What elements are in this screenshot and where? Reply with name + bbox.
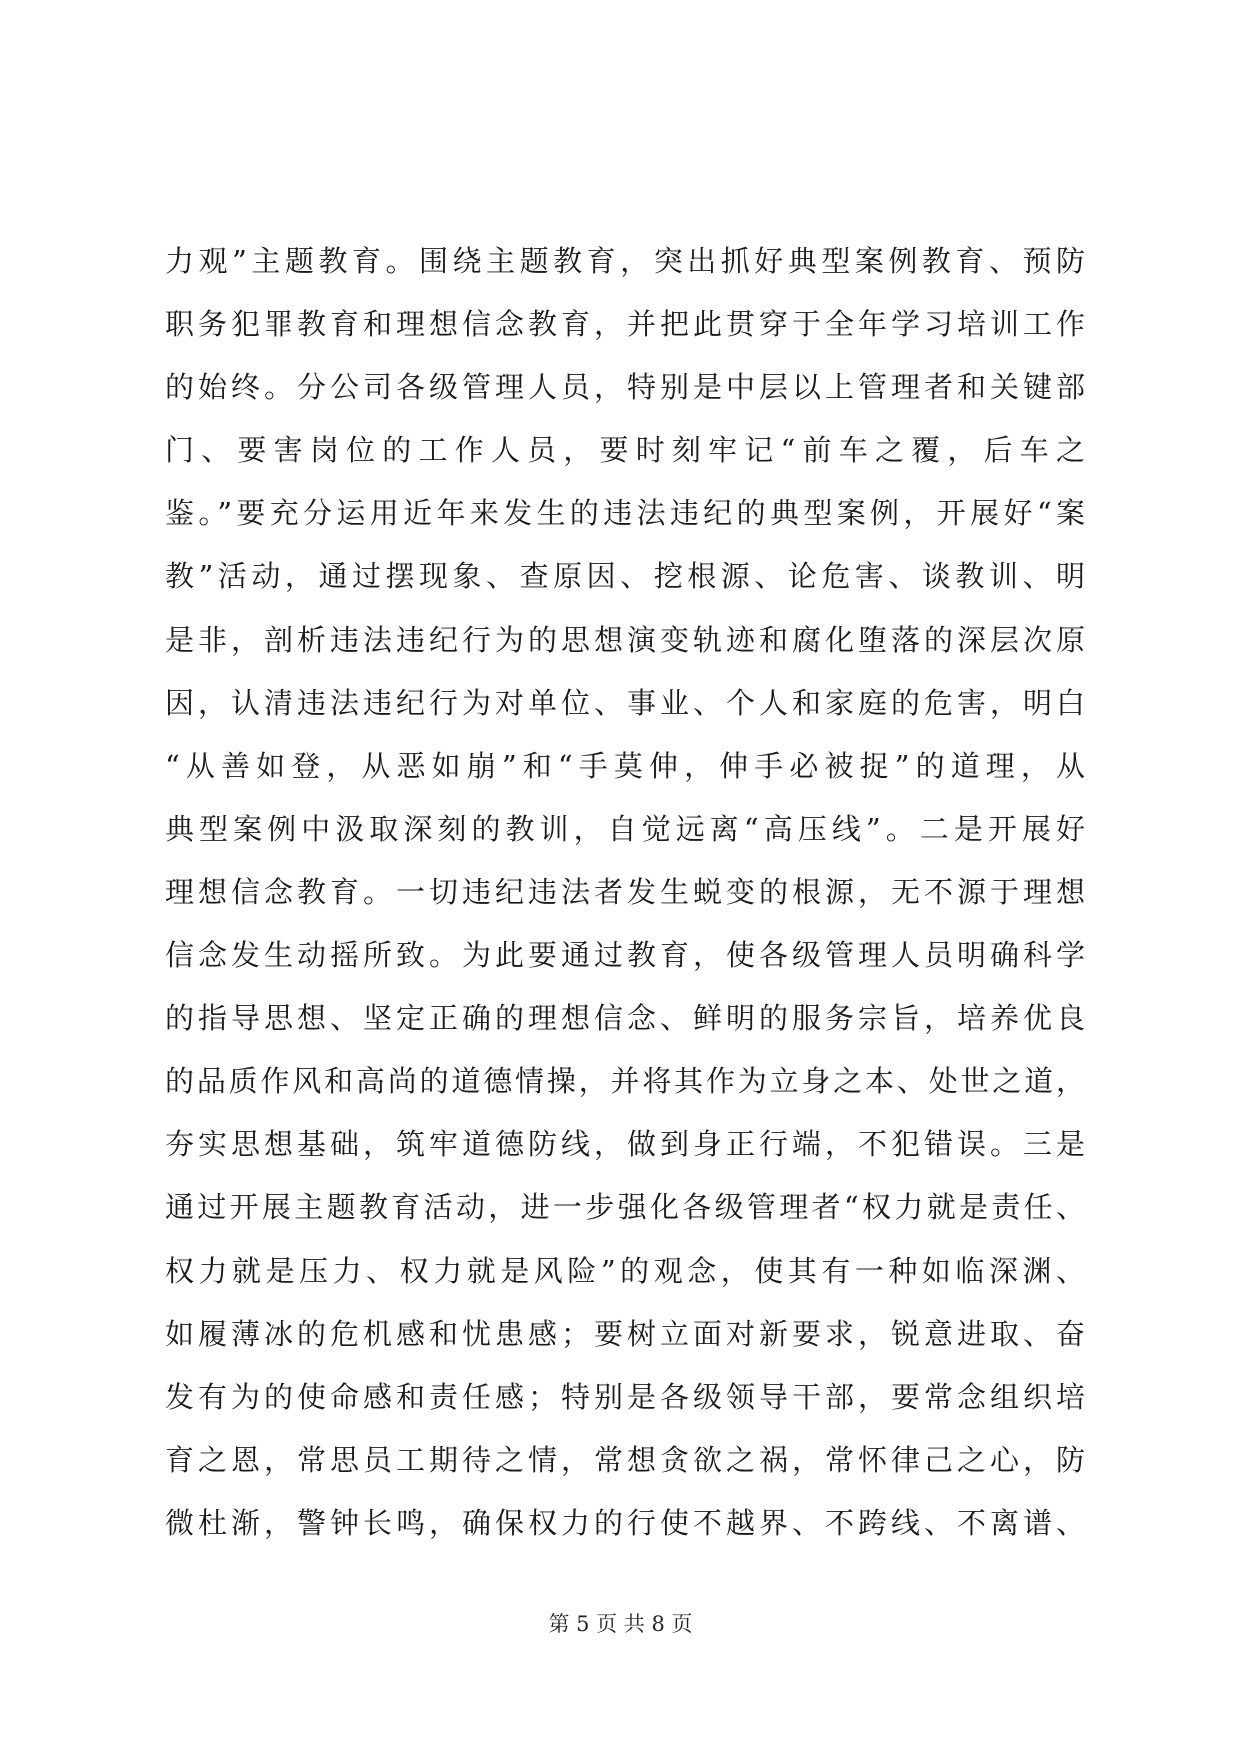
page-number-footer: 第 5 页 共 8 页 bbox=[548, 1612, 693, 1636]
text-line: 育之恩，常思员工期待之情，常想贪欲之祸，常怀律己之心，防 bbox=[165, 1442, 1085, 1477]
text-line: 的品质作风和高尚的道德情操，并将其作为立身之本、处世之道， bbox=[165, 1064, 1085, 1099]
text-line: 的指导思想、坚定正确的理想信念、鲜明的服务宗旨，培养优良 bbox=[165, 1001, 1085, 1036]
text-line: 理想信念教育。一切违纪违法者发生蜕变的根源，无不源于理想 bbox=[165, 874, 1085, 909]
text-line: 微杜渐，警钟长鸣，确保权力的行使不越界、不跨线、不离谱、 bbox=[165, 1505, 1085, 1540]
text-line: 是非，剖析违法违纪行为的思想演变轨迹和腐化堕落的深层次原 bbox=[165, 622, 1085, 657]
text-line: 门、要害岗位的工作人员，要时刻牢记“前车之覆，后车之 bbox=[165, 433, 1085, 468]
body-text bbox=[165, 230, 1085, 1555]
text-line: 职务犯罪教育和理想信念教育，并把此贯穿于全年学习培训工作 bbox=[165, 307, 1085, 342]
text-line: 发有为的使命感和责任感；特别是各级领导干部，要常念组织培 bbox=[165, 1379, 1085, 1414]
text-line: 夯实思想基础，筑牢道德防线，做到身正行端，不犯错误。三是 bbox=[165, 1127, 1085, 1162]
text-line: “从善如登，从恶如崩”和“手莫伸，伸手必被捉”的道理，从 bbox=[165, 748, 1085, 783]
text-line: 如履薄冰的危机感和忧患感；要树立面对新要求，锐意进取、奋 bbox=[165, 1316, 1085, 1351]
text-line: 力观”主题教育。围绕主题教育，突出抓好典型案例教育、预防 bbox=[165, 244, 1085, 278]
text-line: 通过开展主题教育活动，进一步强化各级管理者“权力就是责任、 bbox=[165, 1190, 1085, 1225]
text-line: 信念发生动摇所致。为此要通过教育，使各级管理人员明确科学 bbox=[165, 938, 1085, 973]
text-line: 权力就是压力、权力就是风险”的观念，使其有一种如临深渊、 bbox=[165, 1253, 1085, 1288]
text-line: 典型案例中汲取深刻的教训，自觉远离“高压线”。二是开展好 bbox=[165, 811, 1085, 846]
text-line: 的始终。分公司各级管理人员，特别是中层以上管理者和关键部 bbox=[165, 370, 1085, 405]
text-line: 鉴。”要充分运用近年来发生的违法违纪的典型案例，开展好“案 bbox=[165, 496, 1085, 531]
text-line: 教”活动，通过摆现象、查原因、挖根源、论危害、谈教训、明 bbox=[165, 559, 1085, 594]
text-line: 因，认清违法违纪行为对单位、事业、个人和家庭的危害，明白 bbox=[165, 685, 1085, 720]
